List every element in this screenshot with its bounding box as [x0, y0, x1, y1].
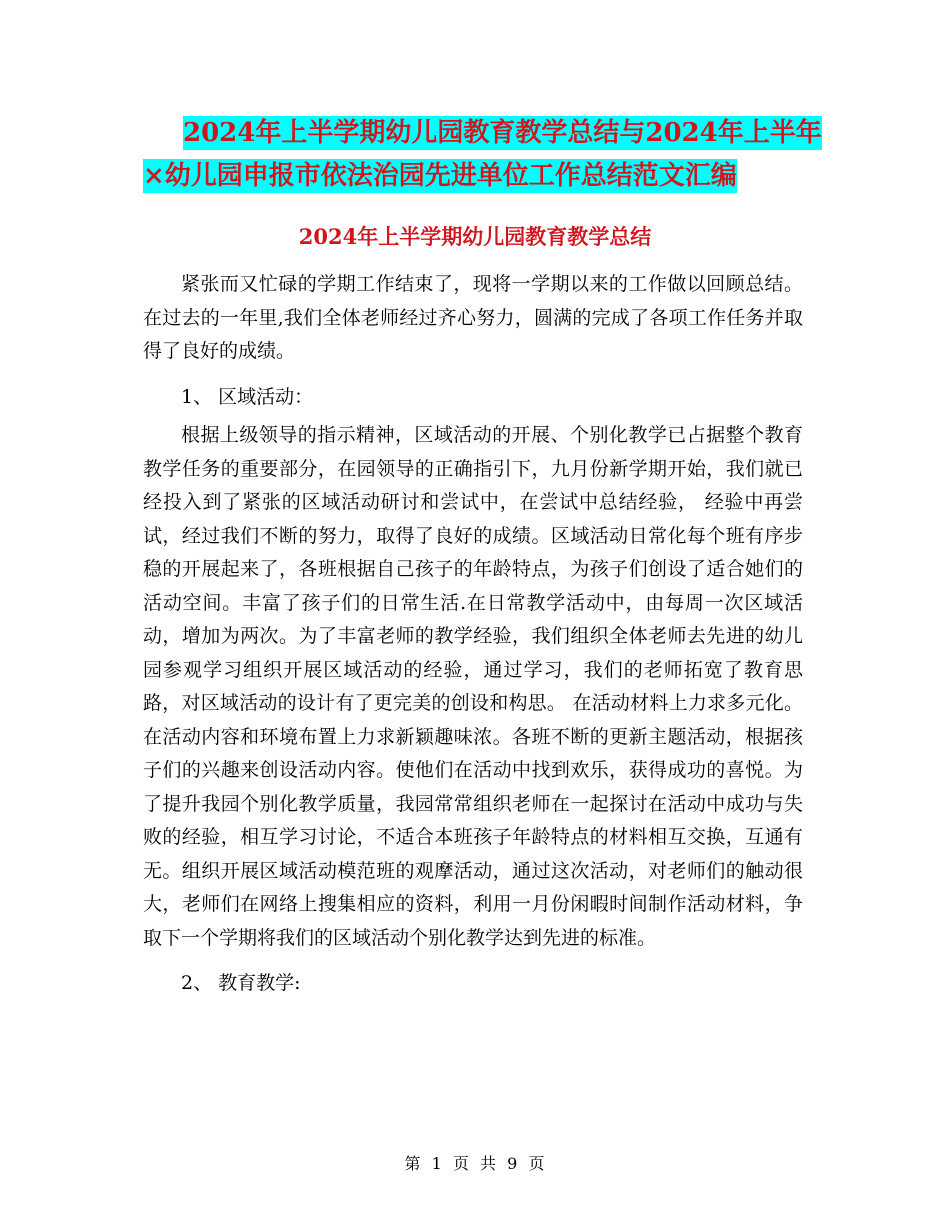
- document-title-line-1: [143, 112, 843, 155]
- paragraph-intro: 紧张而又忙碌的学期工作结束了，现将一学期以来的工作做以回顾总结。 在过去的一年里,我们全体老师经过齐心努力，圆满的完成了各项工作任务并取得了良好的成绩。: [143, 273, 803, 362]
- subheading-education-teaching: 2、 教育教学:: [181, 972, 301, 994]
- paragraph-regional-activities: 根据上级领导的指示精神，区域活动的开展、个别化教学已占据整个教育教学任务的重要部分，在园领导的正确指引下，九月份新学期开始，我们就已经投入到了紧张的区域活动研讨和尝试中，在尝试中总结经验， 经验中再尝试，经过我们不断的努力，取得了良好的成绩。区域活动日常化每个班有序步稳的开展起来了，各班根据自己孩子的年龄特点，为孩子们创设了适合她们的活动空间。丰富了孩子们的日常生活.在日常教学活动中，由每周一次区域活动，增加为两次。为了丰富老师的教学经验，我们组织全体老师去先进的幼儿园参观学习组织开展区域活动的经验，通过学习，我们的老师拓宽了教育思路，对区域活动的设计有了更完美的创设和构思。 在活动材料上力求多元化。在活动内容和环境布置上力求新颖趣味浓。各班不断的更新主题活动，根据孩子们的兴趣来创设活动内容。使他们在活动中找到欢乐，获得成功的喜悦。为了提升我园个别化教学质量，我园常常组织老师在一起探讨在活动中成功与失败的经验，相互学习讨论，不适合本班孩子年龄特点的材料相互交换，互通有无。组织开展区域活动模范班的观摩活动，通过这次活动，对老师们的触动很大，老师们在网络上搜集相应的资料，利用一月份闲暇时间制作活动材料，争取下一个学期将我们的区域活动个别化教学达到先进的标准。: [143, 424, 803, 949]
- footer-label-ye-2: 页: [528, 1154, 546, 1173]
- page-footer: [0, 1151, 950, 1174]
- section-title: 2024年上半学期幼儿园教育教学总结: [298, 224, 652, 249]
- footer-label-gong: 共: [480, 1154, 498, 1173]
- subheading-regional-activities: 1、 区域活动：: [181, 385, 314, 408]
- footer-current-page: 1: [431, 1154, 443, 1173]
- footer-total-pages: 9: [507, 1154, 519, 1173]
- document-title: [143, 112, 843, 198]
- document-body: [143, 268, 803, 1006]
- document-title-line-2: [143, 155, 843, 198]
- footer-label-ye: 页: [452, 1154, 470, 1173]
- title-highlight-2: ×幼儿园申报市依法治园先进单位工作总结范文汇编: [143, 161, 737, 191]
- title-highlight-1: 2024年上半学期幼儿园教育教学总结与2024年上半年: [183, 118, 822, 148]
- footer-label-di: 第: [404, 1154, 422, 1173]
